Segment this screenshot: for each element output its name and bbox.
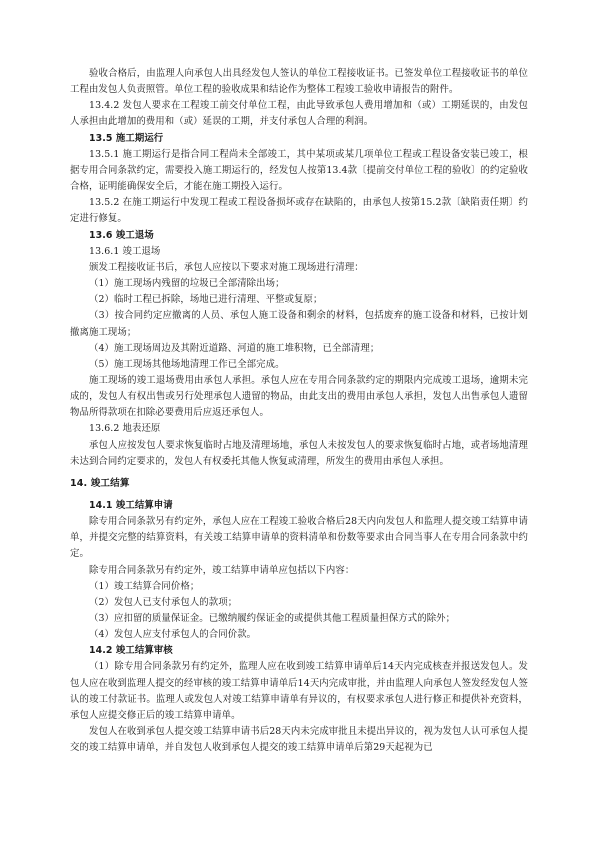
list-item: （2）临时工程已拆除，场地已进行清理、平整或复原； <box>89 294 323 306</box>
list-item: （4）施工现场周边及其附近道路、河道的施工堆积物，已全部清理； <box>89 342 380 354</box>
list-item: （1）竣工结算合同价格； <box>89 580 200 592</box>
section-heading: 13.6 竣工退场 <box>89 229 154 241</box>
list-item: （4）发包人应支付承包人的合同价款。 <box>89 629 257 641</box>
paragraph: 承包人应按发包人要求恢复临时占地及清理场地，承包人未按发包人的要求恢复临时占地，或者场地清理未达到合同约定要求的，发包人有权委托其他人恢复或清理，所发生的费用由承包人承担。 <box>70 439 528 467</box>
paragraph: 颁发工程接收证书后，承包人应按以下要求对施工现场进行清理： <box>89 261 364 273</box>
paragraph: 验收合格后，由监理人向承包人出具经发包人签认的单位工程接收证书。已签发单位工程接收证书的单位工程由发包人负责照管。单位工程的验收成果和结论作为整体工程竣工验收申请报告的附件。 <box>70 68 528 96</box>
list-item: （3）按合同约定应撤离的人员、承包人施工设备和剩余的材料，包括废弃的施工设备和材料，已按计划撤离施工现场； <box>70 310 528 338</box>
document-page <box>70 66 528 756</box>
paragraph: 13.5.2 在施工期运行中发现工程或工程设备损坏或存在缺陷的，由承包人按第15.2款〔缺陷责任期〕约定进行修复。 <box>70 197 528 225</box>
paragraph: 施工现场的竣工退场费用由承包人承担。承包人应在专用合同条款约定的期限内完成竣工退场，逾期未完成的，发包人有权出售或另行处理承包人遗留的物品，由此支出的费用由承包人承担，发包人出售承包人遗留物品所得款项在扣除必要费用后应返还承包人。 <box>70 374 528 419</box>
subsection-heading: 13.6.2 地表还原 <box>89 423 161 435</box>
paragraph: 13.5.1 施工期运行是指合同工程尚未全部竣工，其中某项或某几项单位工程或工程设备安装已竣工，根据专用合同条款约定，需要投入施工期运行的，经发包人按第13.4款〔提前交付单位工程的验收〕的约定验收合格，证明能确保安全后，才能在施工期投入运行。 <box>70 148 528 193</box>
section-heading: 14.1 竣工结算申请 <box>89 499 173 511</box>
list-item: （3）应扣留的质量保证金。已缴纳履约保证金的或提供其他工程质量担保方式的除外； <box>89 613 456 624</box>
section-heading: 14.2 竣工结算审核 <box>89 645 173 657</box>
list-item: （2）发包人已支付承包人的款项； <box>89 596 238 608</box>
subsection-heading: 13.6.1 竣工退场 <box>89 245 161 257</box>
paragraph: 除专用合同条款另有约定外，竣工结算申请单应包括以下内容： <box>89 564 355 576</box>
list-item: （5）施工现场其他场地清理工作已全部完成。 <box>89 358 285 370</box>
section-heading: 13.5 施工期运行 <box>89 132 164 144</box>
chapter-heading: 14. 竣工结算 <box>70 477 130 489</box>
list-item: （1）施工现场内残留的垃圾已全部清除出场； <box>89 278 285 290</box>
paragraph: 13.4.2 发包人要求在工程竣工前交付单位工程，由此导致承包人费用增加和（或）工期延误的，由发包人承担由此增加的费用和（或）延误的工期，并支付承包人合理的利润。 <box>70 100 528 128</box>
paragraph: （1）除专用合同条款另有约定外，监理人应在收到竣工结算申请单后14天内完成核查并报送发包人。发包人应在收到监理人提交的经审核的竣工结算申请单后14天内完成审批，并由监理人向承包人签发经发包人签认的竣工付款证书。监理人或发包人对竣工结算申请单有异议的，有权要求承包人进行修正和提供补充资料，承包人应提交修正后的竣工结算申请单。 <box>70 661 528 721</box>
paragraph: 除专用合同条款另有约定外，承包人应在工程竣工验收合格后28天内向发包人和监理人提交竣工结算申请单，并提交完整的结算资料，有关竣工结算申请单的资料清单和份数等要求由合同当事人在专用合同条款中约定。 <box>70 516 528 560</box>
paragraph: 发包人在收到承包人提交竣工结算申请书后28天内未完成审批且未提出异议的，视为发包人认可承包人提交的竣工结算申请单，并自发包人收到承包人提交的竣工结算申请单后第29天起视为已 <box>70 726 528 754</box>
